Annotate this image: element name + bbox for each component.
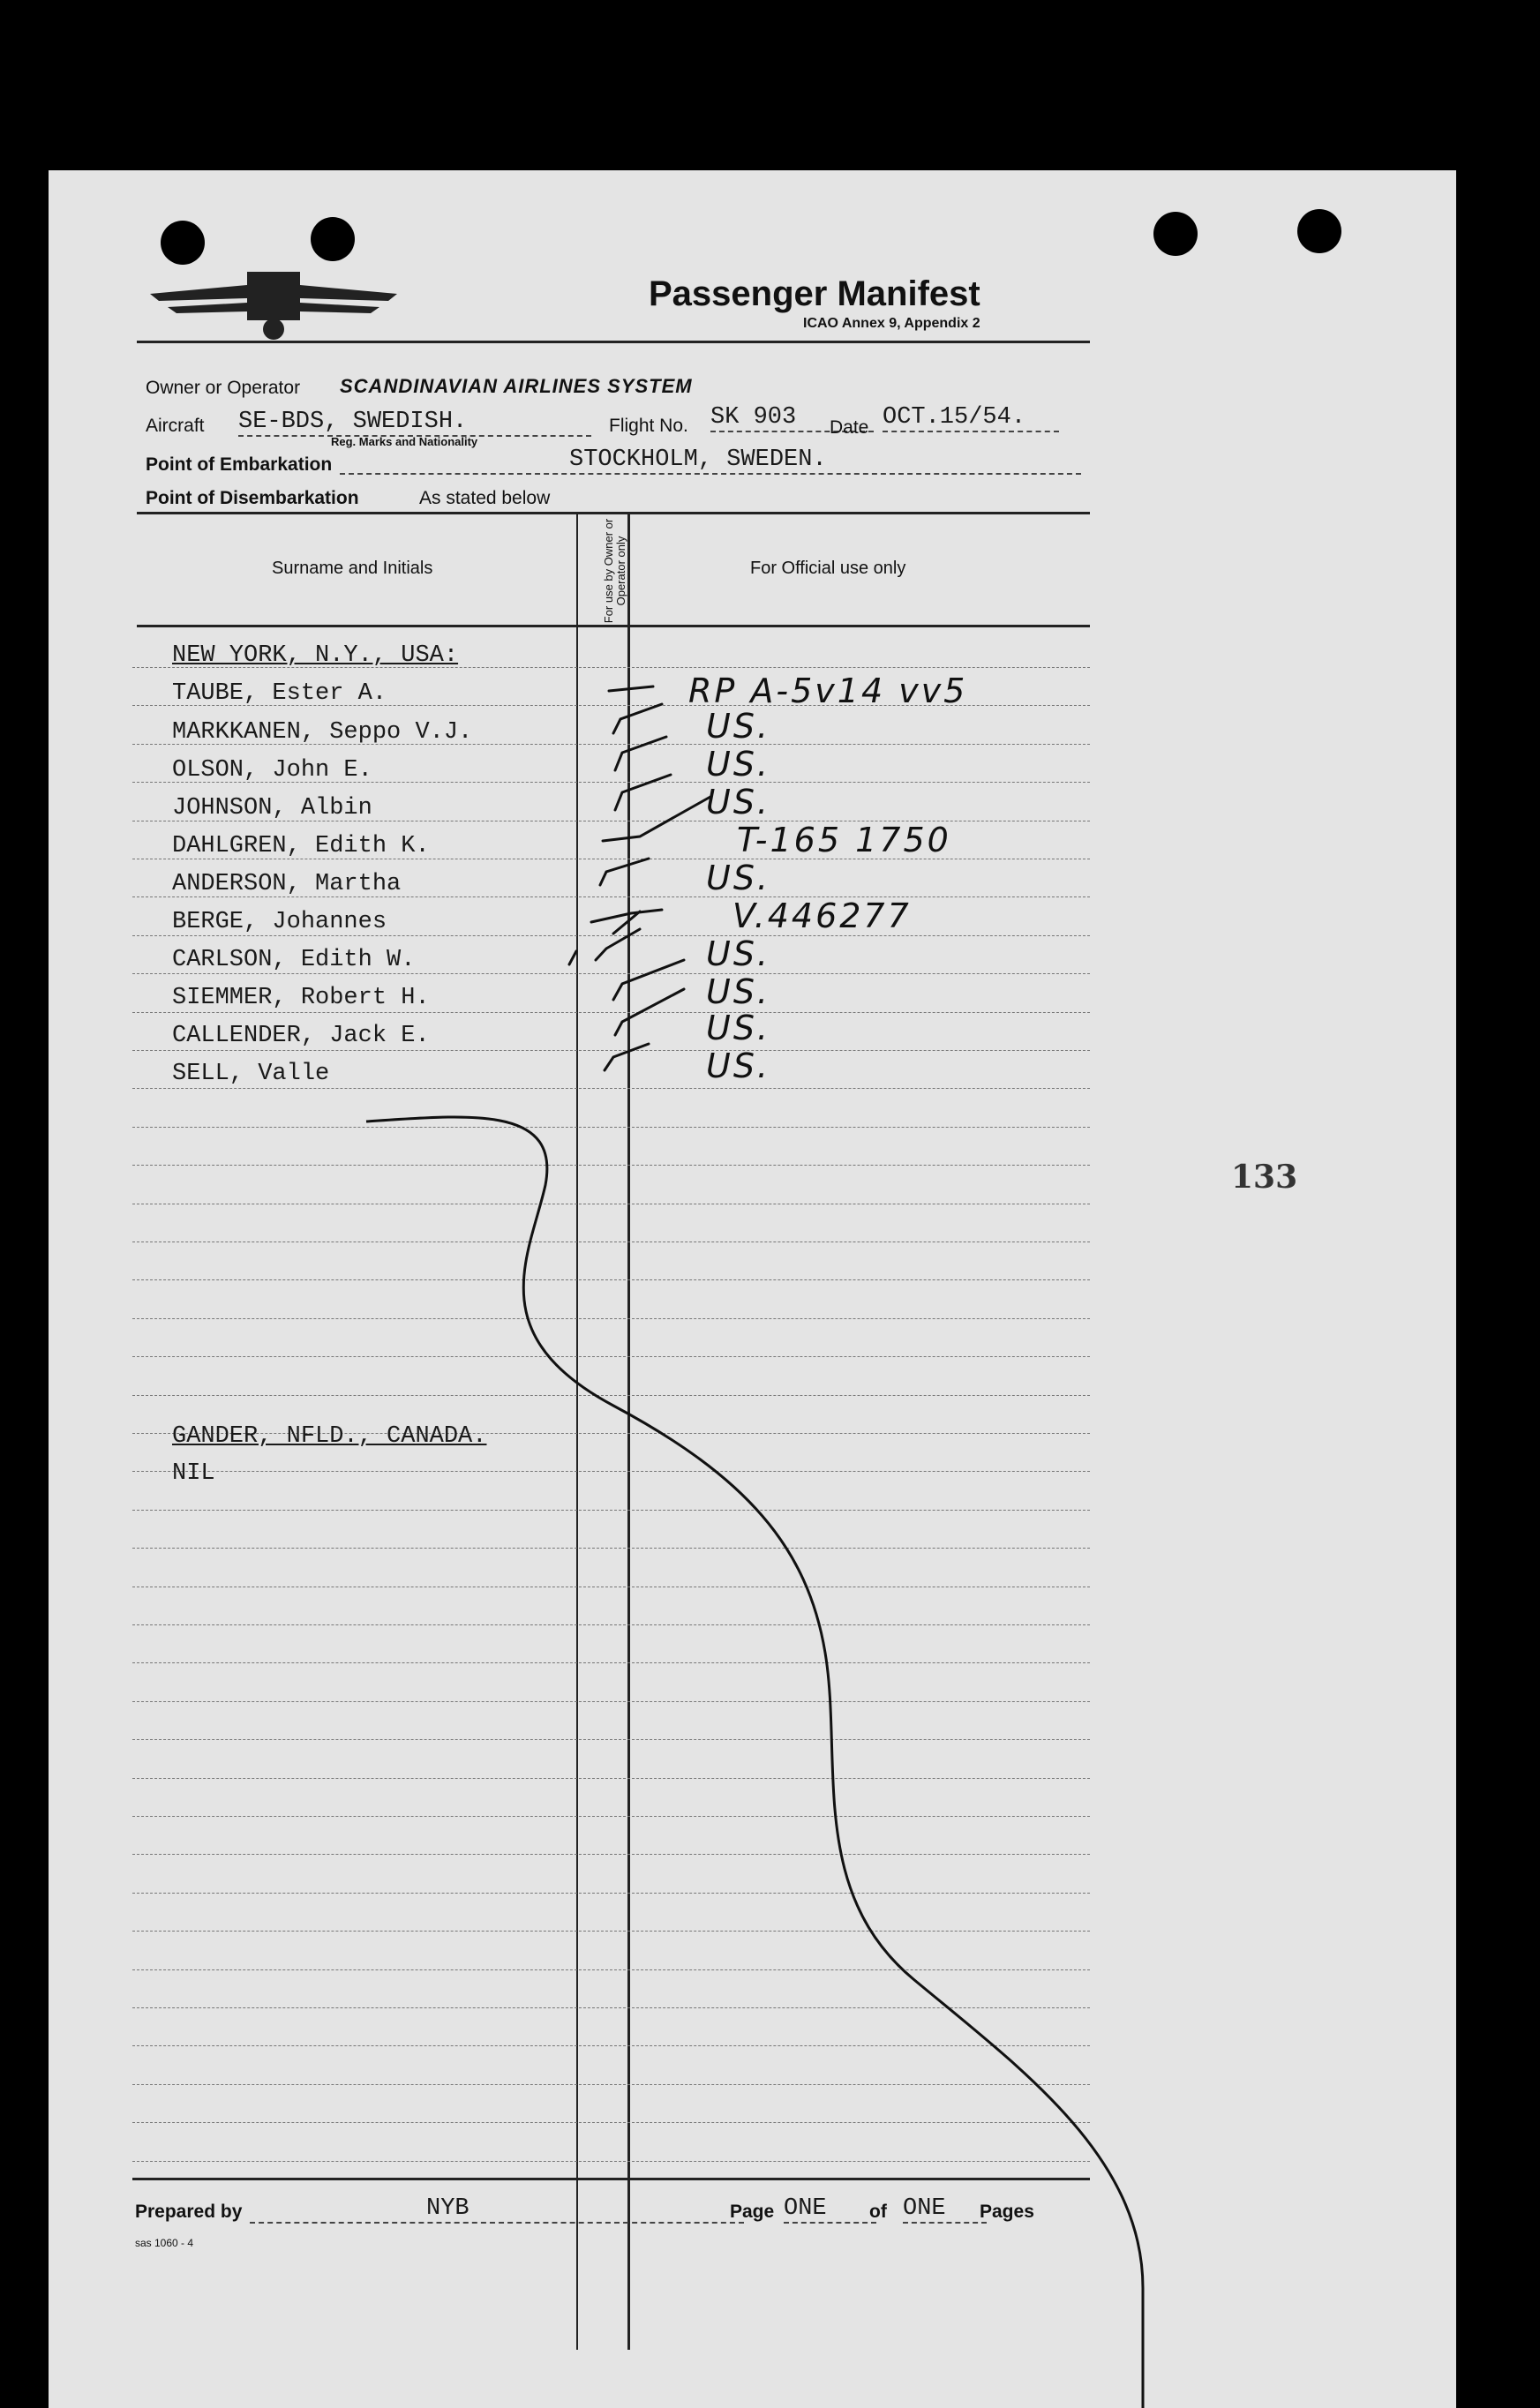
flight-value: SK 903 — [710, 404, 874, 432]
destination-heading: GANDER, NFLD., CANADA. — [172, 1423, 487, 1450]
page-value: ONE — [784, 2195, 876, 2224]
aircraft-label: Aircraft — [146, 416, 205, 436]
official-entry: US. — [706, 934, 771, 973]
destination-heading: NEW YORK, N.Y., USA: — [172, 642, 459, 669]
official-entry: V.446277 — [732, 896, 912, 935]
passenger-name: JOHNSON, Albin — [172, 795, 372, 821]
passenger-name: MARKKANEN, Seppo V.J. — [172, 719, 473, 746]
embark-label: Point of Embarkation — [146, 454, 333, 475]
embark-value: STOCKHOLM, SWEDEN. — [340, 446, 1081, 475]
passenger-name: ANDERSON, Martha — [172, 871, 402, 897]
passenger-name: OLSON, John E. — [172, 757, 372, 784]
passenger-name: DAHLGREN, Edith K. — [172, 833, 430, 859]
owner-label: Owner or Operator — [146, 378, 301, 398]
side-page-number: 133 — [1231, 1159, 1298, 1196]
passenger-name: TAUBE, Ester A. — [172, 680, 387, 707]
owner-value: SCANDINAVIAN AIRLINES SYSTEM — [340, 375, 693, 397]
of-value: ONE — [903, 2195, 987, 2224]
column-surname: Surname and Initials — [272, 559, 433, 578]
page-label: Page — [730, 2202, 775, 2222]
official-entry: T-165 1750 — [737, 821, 951, 859]
official-entry: US. — [706, 745, 771, 784]
official-entry: US. — [706, 972, 771, 1011]
official-entry: US. — [706, 707, 771, 746]
form-code: sas 1060 - 4 — [135, 2237, 194, 2249]
disembark-label: Point of Disembarkation — [146, 488, 359, 508]
aircraft-sublabel: Reg. Marks and Nationality — [331, 435, 478, 448]
prepared-label: Prepared by — [135, 2202, 243, 2222]
disembark-value: As stated below — [419, 488, 551, 508]
manifest-form — [49, 170, 1456, 2408]
passenger-name: CALLENDER, Jack E. — [172, 1023, 430, 1049]
page-subtitle: ICAO Annex 9, Appendix 2 — [803, 316, 980, 331]
column-owner-use-label: For use by Owner or Operator only — [602, 518, 627, 624]
aircraft-value: SE-BDS, SWEDISH. — [238, 409, 591, 437]
official-entry: RP A-5v14 vv5 — [688, 671, 968, 710]
passenger-name: SIEMMER, Robert H. — [172, 985, 430, 1011]
passenger-name: BERGE, Johannes — [172, 909, 387, 935]
official-entry: US. — [706, 1046, 771, 1085]
footer-rule — [132, 2178, 1090, 2180]
passenger-name: CARLSON, Edith W. — [172, 947, 416, 973]
page-title: Passenger Manifest — [649, 274, 980, 313]
column-official: For Official use only — [750, 559, 906, 578]
official-entry: US. — [706, 783, 771, 821]
flight-label: Flight No. — [609, 416, 688, 436]
prepared-value: NYB — [250, 2195, 744, 2224]
official-entry: US. — [706, 859, 771, 897]
date-label: Date — [830, 417, 869, 438]
passenger-name: NIL — [172, 1460, 215, 1487]
cancellation-line — [49, 170, 1456, 2408]
of-label: of — [869, 2202, 887, 2222]
official-entry: US. — [706, 1009, 771, 1047]
pages-label: Pages — [980, 2202, 1034, 2222]
passenger-name: SELL, Valle — [172, 1061, 330, 1087]
date-value: OCT.15/54. — [883, 404, 1059, 432]
